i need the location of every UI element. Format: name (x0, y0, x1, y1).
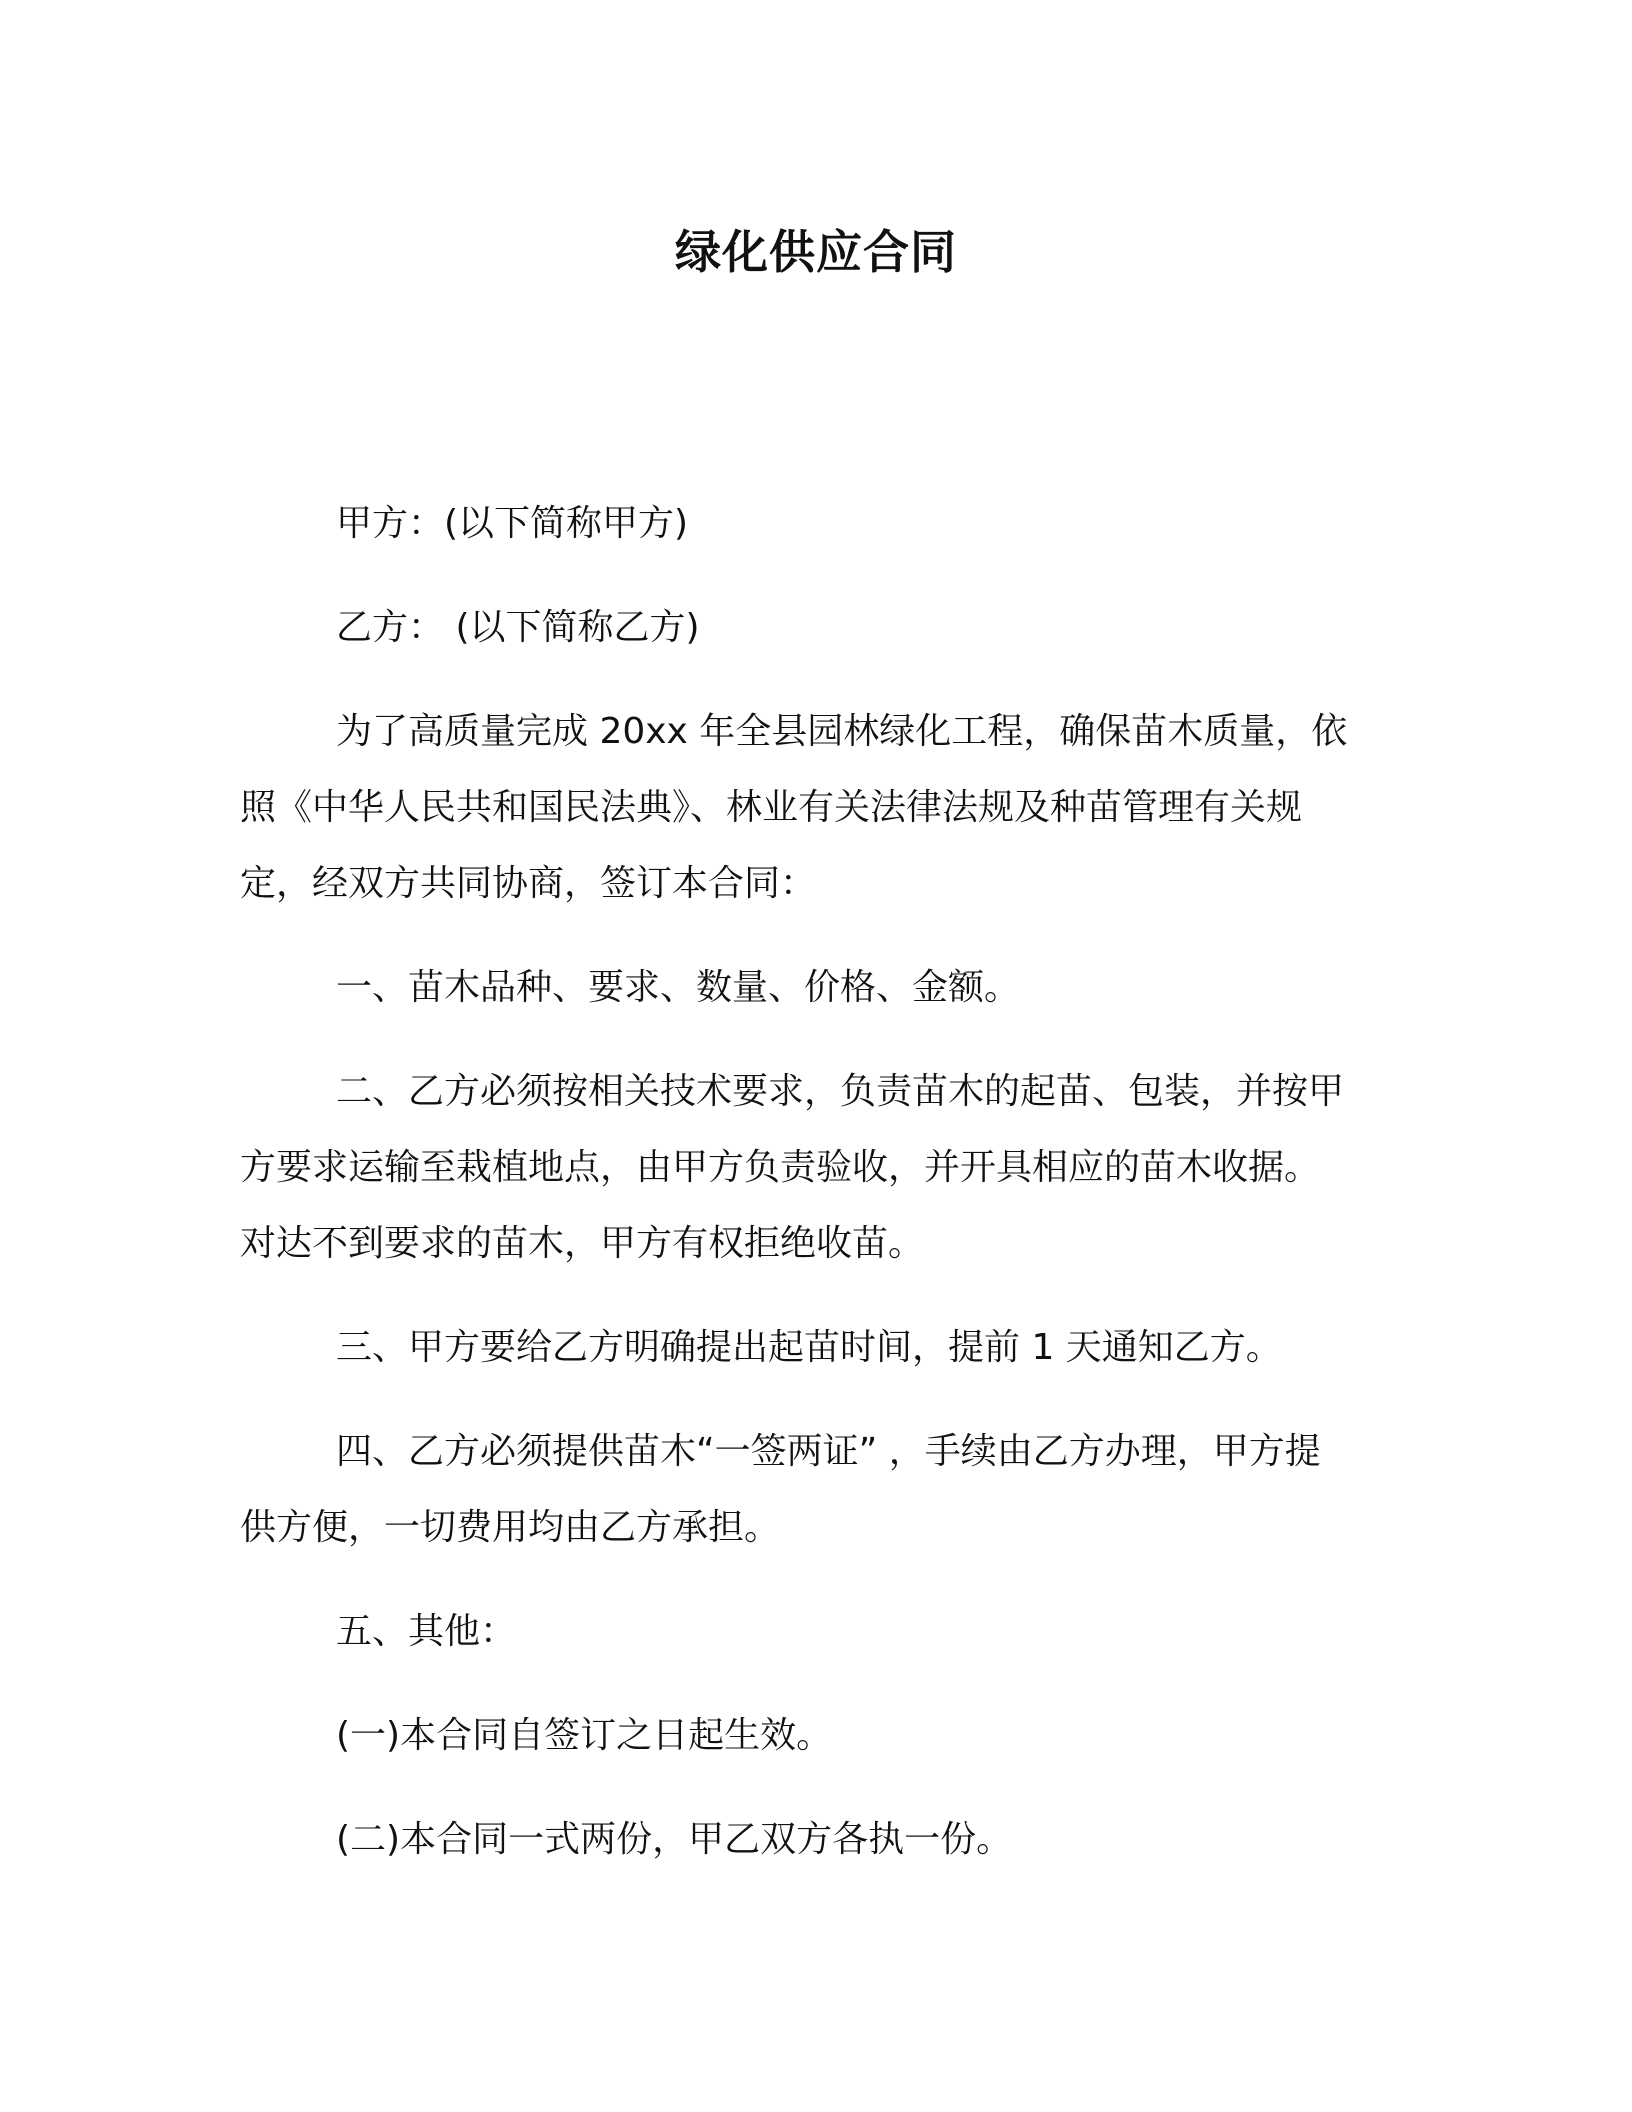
clause-2-line-2: 方要求运输至栽植地点，由甲方负责验收，并开具相应的苗木收据。 (240, 1147, 1321, 1188)
intro-line-3: 定，经双方共同协商，签订本合同： (240, 863, 817, 904)
clause-3: 三、甲方要给乙方明确提出起苗时间，提前 1 天通知乙方。 (336, 1327, 1282, 1368)
clause-2 (240, 1054, 1400, 1282)
clause-5-item-2: (二)本合同一式两份，甲乙双方各执一份。 (336, 1819, 1013, 1860)
clause-2-line-3: 对达不到要求的苗木，甲方有权拒绝收苗。 (240, 1223, 925, 1264)
intro-line-1: 为了高质量完成 20xx 年全县园林绿化工程，确保苗木质量，依 (336, 711, 1348, 752)
clause-5-item-1: (一)本合同自签订之日起生效。 (336, 1715, 833, 1756)
clause-1: 一、苗木品种、要求、数量、价格、金额。 (336, 967, 1021, 1008)
party-b-line: 乙方： (以下简称乙方) (336, 607, 700, 648)
clause-4-line-1: 四、乙方必须提供苗木“一签两证” ，手续由乙方办理，甲方提 (336, 1431, 1321, 1472)
intro-paragraph (240, 694, 1400, 922)
clause-2-line-1: 二、乙方必须按相关技术要求，负责苗木的起苗、包装，并按甲 (336, 1071, 1345, 1112)
clause-4-line-2: 供方便，一切费用均由乙方承担。 (240, 1507, 781, 1548)
clause-5-heading: 五、其他： (336, 1611, 517, 1652)
party-a-line: 甲方：(以下简称甲方) (336, 503, 689, 544)
document-title: 绿化供应合同 (675, 225, 957, 279)
clause-4 (240, 1414, 1400, 1566)
intro-line-2: 照《中华人民共和国民法典》、林业有关法律法规及种苗管理有关规 (240, 787, 1303, 828)
